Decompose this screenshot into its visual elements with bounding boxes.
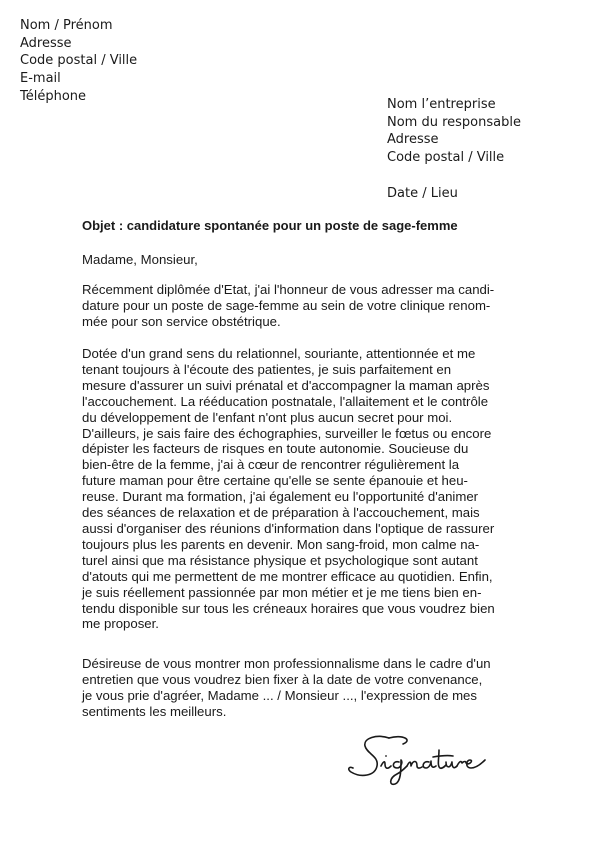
paragraph-line: Récemment diplômée d'Etat, j'ai l'honneur de vous adresser ma candi- xyxy=(82,282,495,297)
paragraph-line: d'atouts qui me permettent de me montrer efficace au quotidien. Enfin, xyxy=(82,568,493,584)
paragraph-line: toujours plus les parents en devenir. Mon sang-froid, mon calme na- xyxy=(82,536,480,552)
letter-subject: Objet : candidature spontanée pour un poste de sage-femme xyxy=(82,218,458,233)
sender-address-block xyxy=(20,17,137,106)
sender-email: E-mail xyxy=(20,71,61,87)
recipient-address: Adresse xyxy=(387,132,439,148)
paragraph-line: Dotée d'un grand sens du relationnel, souriante, attentionnée et me xyxy=(82,346,476,361)
paragraph-skills xyxy=(82,346,495,632)
paragraph-line: tendu disponible sur tous les créneaux horaires que vous voudrez bien xyxy=(82,600,495,616)
paragraph-line: D'ailleurs, je sais faire des échographies, surveiller le fœtus ou encore xyxy=(82,425,492,441)
recipient-address-block xyxy=(387,96,521,167)
paragraph-line: turel ainsi que ma résistance physique et psychologique sont autant xyxy=(82,552,478,568)
paragraph-line: sentiments les meilleurs. xyxy=(82,703,227,719)
sender-phone: Téléphone xyxy=(20,88,87,104)
handwritten-signature xyxy=(343,726,493,796)
paragraph-line: je vous prie d'agréer, Madame ... / Monsieur ..., l'expression de mes xyxy=(82,687,477,703)
paragraph-line: dépister les facteurs de risques en toute autonomie. Soucieuse du xyxy=(82,441,469,457)
salutation: Madame, Monsieur, xyxy=(82,252,198,267)
paragraph-line: je suis réellement passionnée par mon métier et je me tiens bien en- xyxy=(82,584,482,600)
sender-address: Adresse xyxy=(20,35,72,51)
paragraph-line: du développement de l'enfant n'ont plus aucun secret pour moi. xyxy=(82,409,453,425)
paragraph-line: l'accouchement. La rééducation postnatale, l'allaitement et le contrôle xyxy=(82,393,489,409)
paragraph-line: reuse. Durant ma formation, j'ai également eu l'opportunité d'animer xyxy=(82,489,479,505)
paragraph-line: Désireuse de vous montrer mon professionnalisme dans le cadre d'un xyxy=(82,656,491,671)
paragraph-line: entretien que vous voudrez bien fixer à la date de votre convenance, xyxy=(82,671,483,687)
paragraph-intro xyxy=(82,282,494,330)
sender-name: Nom / Prénom xyxy=(20,18,113,33)
paragraph-line: tenant toujours à l'écoute des patientes, je suis parfaitement en xyxy=(82,361,452,377)
paragraph-line: me proposer. xyxy=(82,616,159,632)
paragraph-line: mesure d'assurer un suivi prénatal et d'accompagner la maman après xyxy=(82,377,490,393)
date-place: Date / Lieu xyxy=(387,186,458,201)
recipient-postal-city: Code postal / Ville xyxy=(387,150,505,166)
paragraph-line: aussi d'organiser des réunions d'information dans l'optique de rassurer xyxy=(82,520,495,536)
recipient-company: Nom l’entreprise xyxy=(387,97,496,112)
paragraph-closing xyxy=(82,656,491,720)
paragraph-line: bien-être de la femme, j'ai à cœur de rencontrer régulièrement la xyxy=(82,457,460,473)
paragraph-line: des séances de relaxation et de préparation à l'accouchement, mais xyxy=(82,505,480,521)
paragraph-line: dature pour un poste de sage-femme au sein de votre clinique renom- xyxy=(82,297,491,313)
recipient-manager: Nom du responsable xyxy=(387,114,521,130)
sender-postal-city: Code postal / Ville xyxy=(20,53,138,69)
paragraph-line: mée pour son service obstétrique. xyxy=(82,313,281,329)
paragraph-line: future maman pour être certaine qu'elle se sente épanouie et heu- xyxy=(82,473,468,489)
